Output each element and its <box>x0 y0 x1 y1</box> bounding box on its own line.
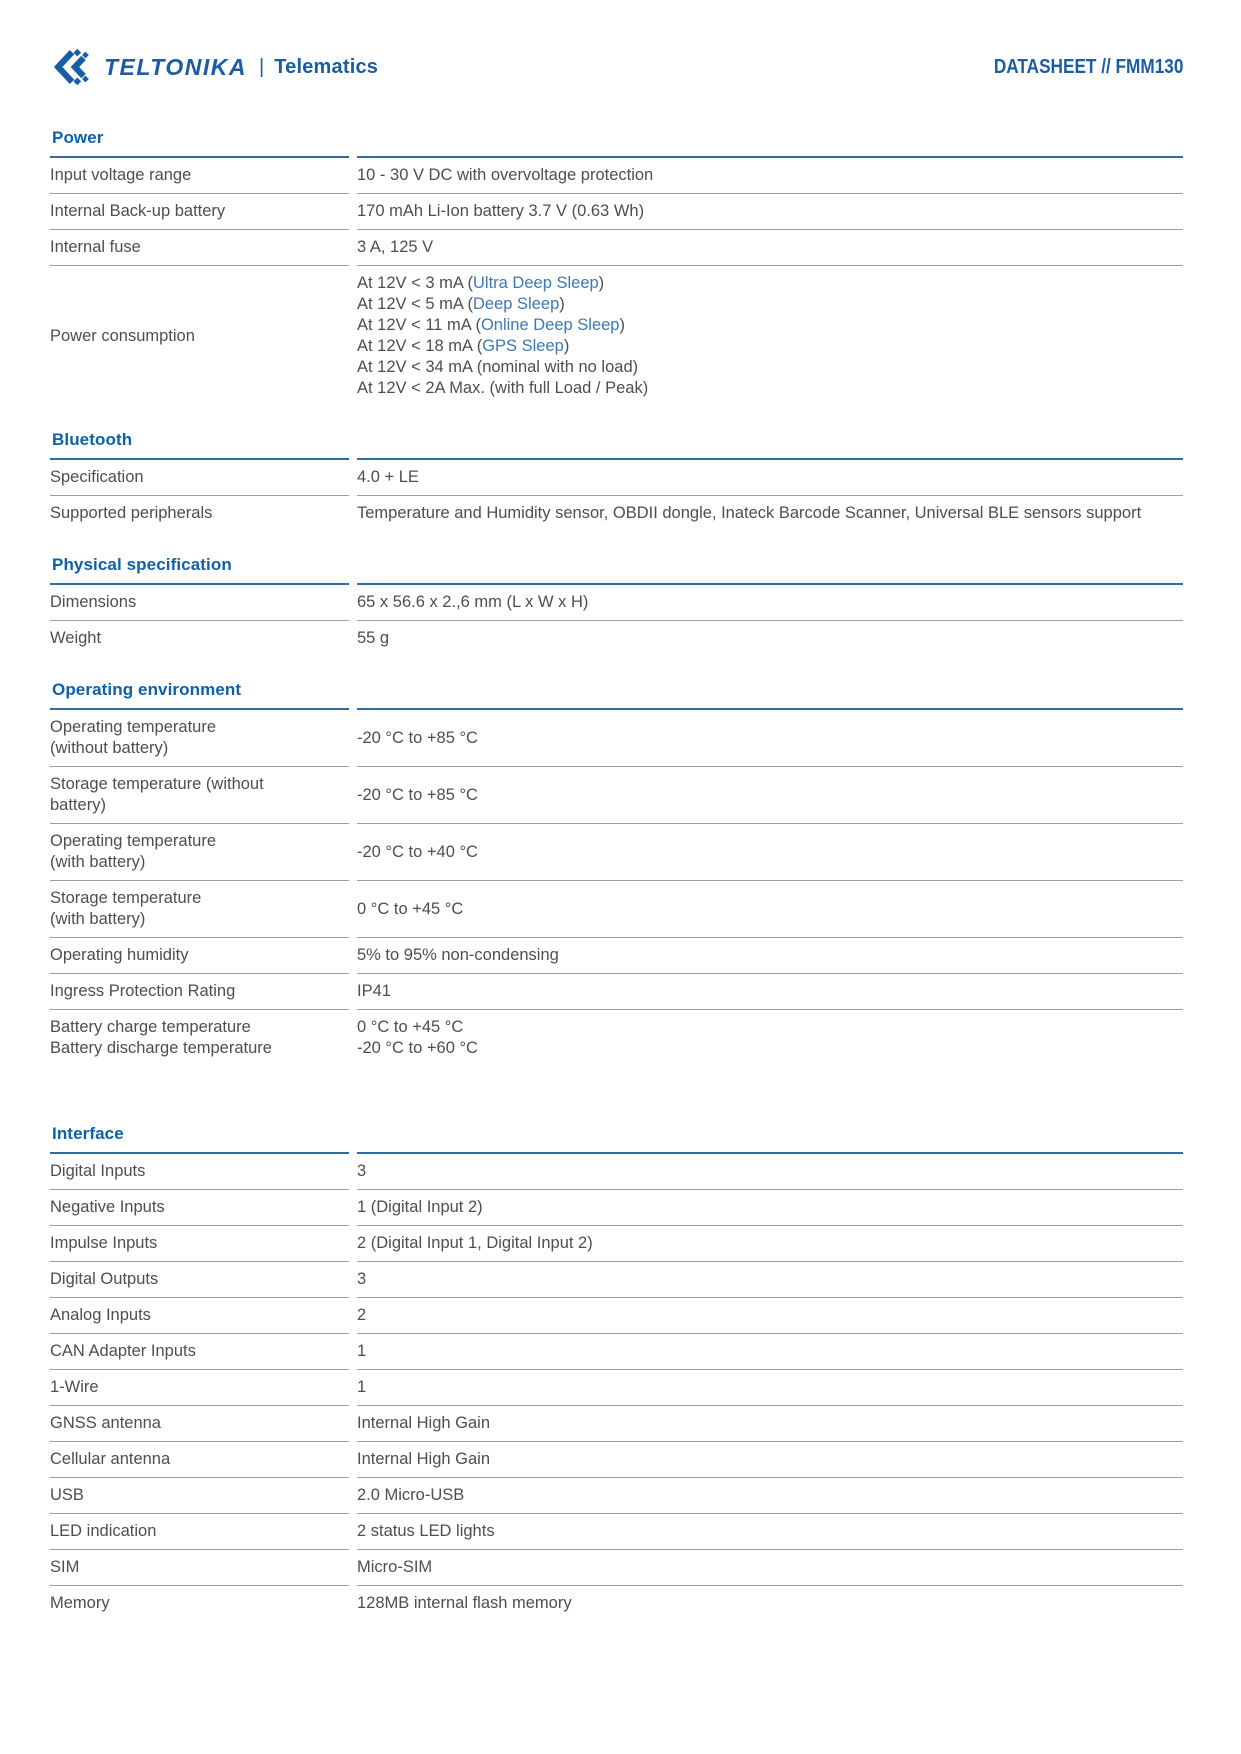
spec-label-line: Supported peripherals <box>50 504 213 522</box>
spec-label-line: Impulse Inputs <box>50 1234 158 1252</box>
spec-row-label <box>50 1550 349 1586</box>
page-header <box>50 44 1183 90</box>
document-title: DATASHEET // FMM130 <box>993 55 1183 78</box>
spec-row-label <box>50 1442 349 1478</box>
spec-value-text: IP41 <box>357 982 391 1000</box>
spec-row-value <box>357 1262 1183 1298</box>
spec-row-label <box>50 496 349 531</box>
spec-value-text: -20 °C to +40 °C <box>357 842 478 861</box>
spec-value-line <box>357 1593 1183 1614</box>
spec-value-text: -20 °C to +85 °C <box>357 728 478 747</box>
spec-label-line: Internal Back-up battery <box>50 202 226 220</box>
section-bluetooth <box>50 430 1183 531</box>
spec-value-line <box>357 785 1183 806</box>
section-title: Power <box>52 128 104 147</box>
spec-label-line: Operating temperature <box>50 832 217 850</box>
spec-value-text: 2 status LED lights <box>357 1522 495 1540</box>
spec-value-line <box>357 981 1183 1002</box>
spec-label-line: Negative Inputs <box>50 1198 165 1216</box>
spec-label-line: Cellular antenna <box>50 1450 171 1468</box>
spec-value-text: Temperature and Humidity sensor, OBDII dongle, Inateck Barcode Scanner, Universal BLE sensors support <box>357 504 1142 522</box>
brand-subname: Telematics <box>274 55 379 78</box>
spec-value-text: 3 A, 125 V <box>357 238 434 256</box>
spec-value-text: Micro-SIM <box>357 1558 433 1576</box>
spec-value-text: 170 mAh Li-Ion battery 3.7 V (0.63 Wh) <box>357 202 645 220</box>
spec-row-value <box>357 266 1183 406</box>
spec-value-text: At 12V < 2A Max. (with full Load / Peak) <box>357 379 649 397</box>
spec-row-value <box>357 974 1183 1010</box>
spec-value-text: ) <box>598 274 605 292</box>
spec-row-value <box>357 708 1183 767</box>
sleep-mode-link[interactable]: Deep Sleep <box>473 295 560 313</box>
spec-row-value <box>357 194 1183 230</box>
spec-label-line: 1-Wire <box>50 1378 99 1396</box>
spec-row-label <box>50 974 349 1010</box>
section-title: Operating environment <box>52 680 242 699</box>
spec-row-value <box>357 1370 1183 1406</box>
spec-row-label <box>50 266 349 406</box>
spec-value-line <box>357 273 1183 294</box>
spec-row-label <box>50 1370 349 1406</box>
spec-row-label <box>50 767 349 824</box>
spec-value-text: Internal High Gain <box>357 1450 490 1468</box>
spec-row-label <box>50 1478 349 1514</box>
spec-row-value <box>357 496 1183 531</box>
spec-value-line <box>357 294 1183 315</box>
spec-row-value <box>357 1586 1183 1621</box>
spec-value-text: ) <box>563 337 570 355</box>
spec-value-line <box>357 1521 1183 1542</box>
spec-value-text: Internal High Gain <box>357 1414 490 1432</box>
spec-row-value <box>357 458 1183 496</box>
spec-row-value <box>357 1190 1183 1226</box>
spec-row-value <box>357 583 1183 621</box>
spec-value-line <box>357 842 1183 863</box>
spec-table <box>50 708 1183 1066</box>
spec-value-line <box>357 728 1183 749</box>
section-operating-environment <box>50 680 1183 1066</box>
spec-row-value <box>357 621 1183 656</box>
brand-name: TELTONIKA <box>104 53 247 80</box>
spec-label-line: Power consumption <box>50 326 195 345</box>
spec-row-label <box>50 1190 349 1226</box>
spec-label-line: USB <box>50 1486 84 1504</box>
spec-table <box>50 583 1183 656</box>
spec-value-line <box>357 1161 1183 1182</box>
spec-table <box>50 156 1183 406</box>
spec-label-line: Operating humidity <box>50 946 189 964</box>
spec-row-label <box>50 621 349 656</box>
spec-value-text: At 12V < 18 mA ( <box>357 337 483 355</box>
spec-value-line <box>357 628 1183 649</box>
spec-row-value <box>357 1010 1183 1066</box>
sleep-mode-link[interactable]: Ultra Deep Sleep <box>473 274 599 292</box>
spec-value-text: 5% to 95% non-condensing <box>357 946 559 964</box>
spec-value-text: 4.0 + LE <box>357 468 419 486</box>
spec-row-label <box>50 881 349 938</box>
spec-value-line <box>357 467 1183 488</box>
section-physical-specification <box>50 555 1183 656</box>
spec-value-line <box>357 1377 1183 1398</box>
spec-row-value <box>357 1514 1183 1550</box>
spec-value-line <box>357 315 1183 336</box>
spec-value-line <box>357 1305 1183 1326</box>
spec-label-line: LED indication <box>50 1522 157 1540</box>
spec-label-line: CAN Adapter Inputs <box>50 1342 196 1360</box>
spec-row-label <box>50 1334 349 1370</box>
spec-row-label <box>50 1586 349 1621</box>
spec-value-line <box>357 592 1183 613</box>
spec-value-line <box>357 237 1183 258</box>
spec-label-line: Storage temperature <box>50 889 202 907</box>
spec-value-line <box>357 1269 1183 1290</box>
spec-value-text: At 12V < 3 mA ( <box>357 274 474 292</box>
spec-value-text: -20 °C to +85 °C <box>357 785 478 804</box>
section-title: Interface <box>52 1124 124 1143</box>
spec-row-value <box>357 1478 1183 1514</box>
spec-row-label <box>50 1152 349 1190</box>
spec-value-text: 2.0 Micro-USB <box>357 1486 465 1504</box>
spec-row-label <box>50 1262 349 1298</box>
spec-row-value <box>357 1152 1183 1190</box>
spec-label-line: battery) <box>50 796 106 814</box>
teltonika-chevron-icon <box>50 47 96 87</box>
spec-row-value <box>357 1406 1183 1442</box>
spec-value-text: 0 °C to +45 °C <box>357 1018 464 1036</box>
spec-value-line <box>357 1485 1183 1506</box>
spec-row-label <box>50 583 349 621</box>
section-title: Physical specification <box>52 555 232 574</box>
spec-label-line: SIM <box>50 1558 80 1576</box>
spec-row-label <box>50 1226 349 1262</box>
spec-row-label <box>50 194 349 230</box>
spec-value-text: 1 (Digital Input 2) <box>357 1198 483 1216</box>
spec-label-line: Weight <box>50 629 102 647</box>
spec-value-line <box>357 1197 1183 1218</box>
spec-label-line: Specification <box>50 468 144 486</box>
spec-label-line: (with battery) <box>50 853 146 871</box>
section-power <box>50 128 1183 406</box>
spec-row-label <box>50 1514 349 1550</box>
spec-row-value <box>357 824 1183 881</box>
spec-value-text: 1 <box>357 1378 367 1396</box>
spec-label-line: Dimensions <box>50 593 137 611</box>
spec-value-line <box>357 201 1183 222</box>
spec-value-line <box>357 945 1183 966</box>
spec-row-value <box>357 767 1183 824</box>
spec-value-line <box>357 1038 1183 1059</box>
spec-label-line: Digital Inputs <box>50 1162 146 1180</box>
spec-value-text: 128MB internal flash memory <box>357 1594 572 1612</box>
spec-table <box>50 458 1183 531</box>
spec-value-text: At 12V < 11 mA ( <box>357 316 481 334</box>
spec-value-text: 65 x 56.6 x 2.,6 mm (L x W x H) <box>357 593 589 611</box>
spec-label-line: Digital Outputs <box>50 1270 159 1288</box>
spec-value-text: 2 <box>357 1306 367 1324</box>
sleep-mode-link[interactable]: GPS Sleep <box>482 337 564 355</box>
spec-table <box>50 1152 1183 1621</box>
spec-row-value <box>357 881 1183 938</box>
spec-row-label <box>50 938 349 974</box>
spec-label-line: Battery charge temperature <box>50 1018 251 1036</box>
spec-value-line <box>357 336 1183 357</box>
teltonika-logo <box>50 47 378 87</box>
spec-label-line: Storage temperature (without <box>50 775 264 793</box>
spec-value-line <box>357 1557 1183 1578</box>
spec-label-line: (without battery) <box>50 739 169 757</box>
spec-value-line <box>357 1233 1183 1254</box>
spec-value-text: ) <box>619 316 625 334</box>
spec-value-text: 1 <box>357 1342 367 1360</box>
spec-value-line <box>357 1341 1183 1362</box>
spec-value-line <box>357 1449 1183 1470</box>
spec-row-value <box>357 1550 1183 1586</box>
spec-row-value <box>357 1334 1183 1370</box>
spec-value-text: 3 <box>357 1270 367 1288</box>
spec-row-value <box>357 230 1183 266</box>
spec-row-value <box>357 1298 1183 1334</box>
spec-value-text: -20 °C to +60 °C <box>357 1039 478 1057</box>
spec-value-line <box>357 165 1183 186</box>
spec-label-line: Memory <box>50 1594 110 1612</box>
spec-value-line <box>357 1413 1183 1434</box>
spec-row-label <box>50 1010 349 1066</box>
spec-label-line: Battery discharge temperature <box>50 1039 272 1057</box>
spec-row-label <box>50 824 349 881</box>
spec-row-value <box>357 156 1183 194</box>
spec-row-value <box>357 1442 1183 1478</box>
spec-label-line: Operating temperature <box>50 718 217 736</box>
spec-label-line: Input voltage range <box>50 166 192 184</box>
spec-value-text: At 12V < 5 mA ( <box>357 295 474 313</box>
spec-label-line: Ingress Protection Rating <box>50 982 236 1000</box>
spec-row-label <box>50 1406 349 1442</box>
spec-value-text: 0 °C to +45 °C <box>357 899 464 918</box>
section-title: Bluetooth <box>52 430 133 449</box>
spec-row-label <box>50 156 349 194</box>
spec-label-line: Internal fuse <box>50 238 141 256</box>
spec-row-label <box>50 1298 349 1334</box>
spec-value-text: 2 (Digital Input 1, Digital Input 2) <box>357 1234 593 1252</box>
spec-value-text: 10 - 30 V DC with overvoltage protection <box>357 166 654 184</box>
spec-row-label <box>50 230 349 266</box>
sleep-mode-link[interactable]: Online Deep Sleep <box>480 316 620 334</box>
spec-value-text: 3 <box>357 1162 367 1180</box>
spec-row-label <box>50 458 349 496</box>
spec-value-line <box>357 1017 1183 1038</box>
logo-divider: | <box>258 55 265 78</box>
spec-label-line: (with battery) <box>50 910 146 928</box>
spec-value-text: 55 g <box>357 629 390 647</box>
spec-label-line: Analog Inputs <box>50 1306 151 1324</box>
spec-row-value <box>357 938 1183 974</box>
spec-label-line: GNSS antenna <box>50 1414 161 1432</box>
spec-value-text: At 12V < 34 mA (nominal with no load) <box>357 358 639 376</box>
section-interface <box>50 1124 1183 1621</box>
spec-sections <box>50 128 1183 1621</box>
spec-value-line <box>357 503 1183 524</box>
spec-value-line <box>357 378 1183 399</box>
spec-value-line <box>357 899 1183 920</box>
spec-row-value <box>357 1226 1183 1262</box>
spec-value-text: ) <box>559 295 565 313</box>
spec-value-line <box>357 357 1183 378</box>
spec-row-label <box>50 708 349 767</box>
